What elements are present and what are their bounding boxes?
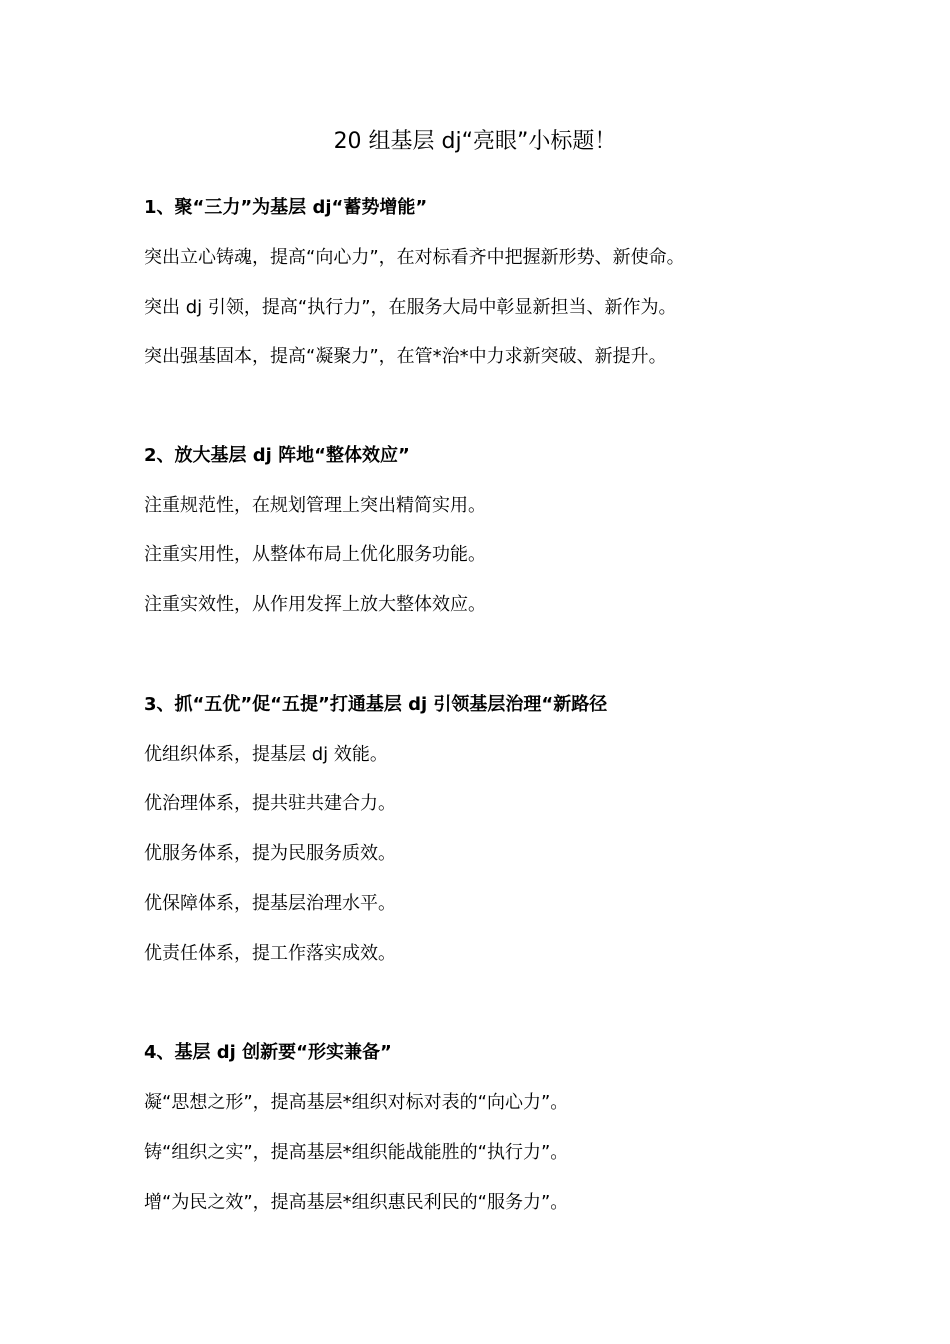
section-1-line-3: 突出强基固本，提高“凝聚力”，在管*治*中力求新突破、新提升。 (144, 346, 667, 367)
section-4-line-2: 铸“组织之实”，提高基层*组织能战能胜的“执行力”。 (144, 1142, 569, 1163)
section-1-line-1: 突出立心铸魂，提高“向心力”，在对标看齐中把握新形势、新使命。 (144, 247, 685, 268)
section-4-line-3: 增“为民之效”，提高基层*组织惠民利民的“服务力”。 (144, 1192, 569, 1213)
section-heading-3: 3、抓“五优”促“五提”打通基层 dj 引领基层治理“新路径 (144, 694, 608, 715)
section-heading-4: 4、基层 dj 创新要“形实兼备” (144, 1042, 392, 1063)
section-3-line-4: 优保障体系，提基层治理水平。 (144, 893, 396, 914)
section-3-line-2: 优治理体系，提共驻共建合力。 (144, 793, 396, 814)
section-3-line-1: 优组织体系，提基层 dj 效能。 (144, 744, 388, 765)
section-2-line-2: 注重实用性，从整体布局上优化服务功能。 (144, 544, 486, 565)
section-heading-1: 1、聚“三力”为基层 dj“蓄势增能” (144, 197, 428, 218)
section-3-line-3: 优服务体系，提为民服务质效。 (144, 843, 396, 864)
document-title: 20 组基层 dj“亮眼”小标题！ (333, 129, 617, 154)
section-1-line-2: 突出 dj 引领，提高“执行力”，在服务大局中彰显新担当、新作为。 (144, 297, 677, 318)
section-2-line-1: 注重规范性，在规划管理上突出精简实用。 (144, 495, 486, 516)
section-3-line-5: 优责任体系，提工作落实成效。 (144, 943, 396, 964)
section-4-line-1: 凝“思想之形”，提高基层*组织对标对表的“向心力”。 (144, 1092, 569, 1113)
section-heading-2: 2、放大基层 dj 阵地“整体效应” (144, 445, 410, 466)
section-2-line-3: 注重实效性，从作用发挥上放大整体效应。 (144, 594, 486, 615)
